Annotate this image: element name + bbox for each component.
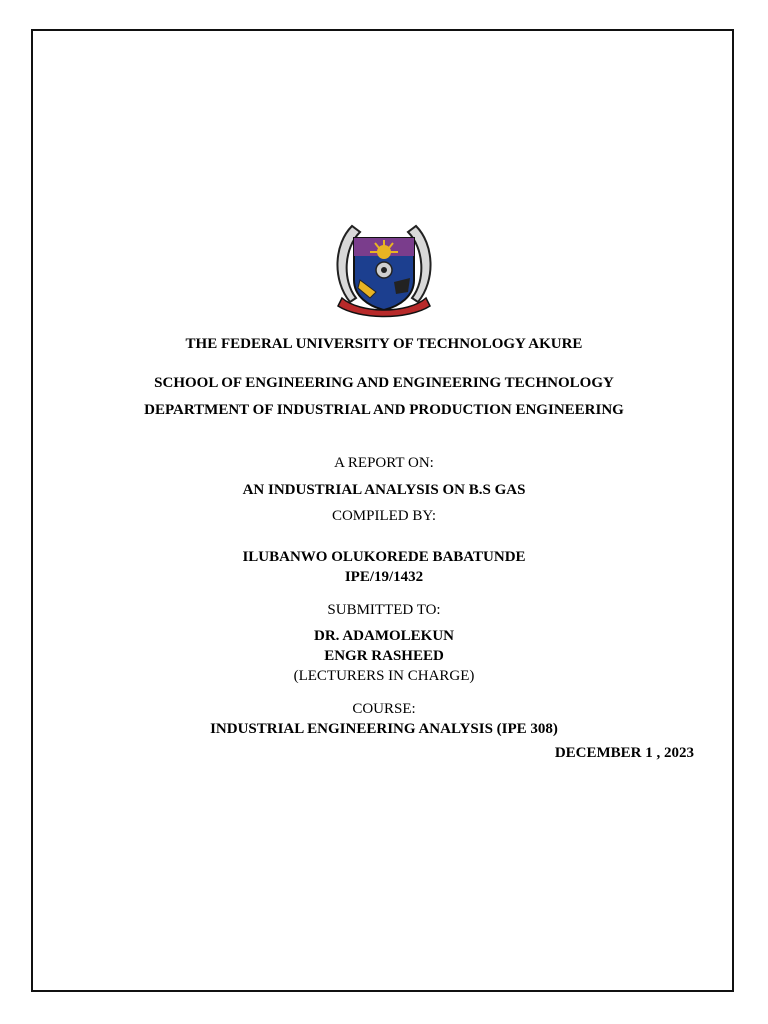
department-name: DEPARTMENT OF INDUSTRIAL AND PRODUCTION ENGINEERING bbox=[144, 402, 624, 418]
lecturer-1: DR. ADAMOLEKUN bbox=[313, 628, 454, 644]
report-title: AN INDUSTRIAL ANALYSIS ON B.S GAS bbox=[242, 482, 526, 498]
submission-date: DECEMBER 1 , 2023 bbox=[554, 745, 694, 761]
author-name: ILUBANWO OLUKOREDE BABATUNDE bbox=[242, 549, 526, 565]
course-name: INDUSTRIAL ENGINEERING ANALYSIS (IPE 308) bbox=[210, 721, 558, 737]
matric-number: IPE/19/1432 bbox=[344, 569, 424, 585]
university-name: THE FEDERAL UNIVERSITY OF TECHNOLOGY AKURE bbox=[185, 336, 583, 352]
report-label: A REPORT ON: bbox=[334, 455, 434, 471]
school-name: SCHOOL OF ENGINEERING AND ENGINEERING TECHNOLOGY bbox=[154, 375, 614, 391]
compiled-label: COMPILED BY: bbox=[331, 508, 437, 524]
submitted-label: SUBMITTED TO: bbox=[327, 602, 441, 618]
lecturers-note: (LECTURERS IN CHARGE) bbox=[293, 668, 475, 684]
university-crest-logo bbox=[330, 222, 438, 318]
course-label: COURSE: bbox=[352, 701, 416, 717]
lecturer-2: ENGR RASHEED bbox=[324, 648, 444, 664]
